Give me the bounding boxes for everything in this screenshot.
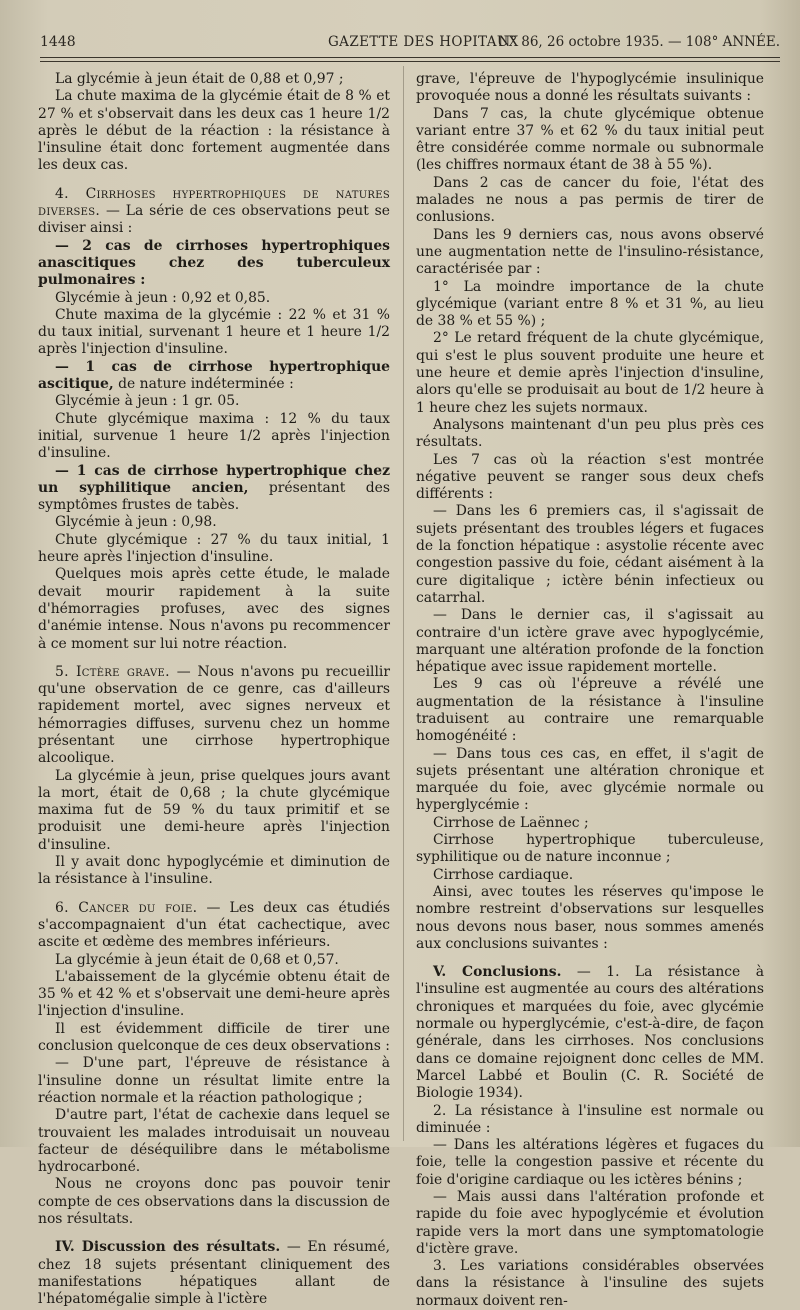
paragraph: Il y avait donc hypoglycémie et diminution de la résistance à l'insuline. [38, 854, 390, 888]
paragraph: 2° Le retard fréquent de la chute glycémique, qui s'est le plus souvent produite une heure et une heure et demie après l'injection d'insuline, alors qu'elle se produisait au bout de 1/2 heure à 1 heure chez les sujets normaux. [416, 330, 764, 416]
paragraph: Glycémie à jeun : 1 gr. 05. [55, 393, 240, 410]
paragraph: La glycémie à jeun était de 0,68 et 0,57. [55, 951, 339, 968]
section-heading: IV. Discussion des résultats. [55, 1239, 281, 1256]
paragraph: 3. Les variations considérables observées dans la résistance à l'insuline des sujets normaux doivent ren- [416, 1258, 764, 1309]
paragraph: Glycémie à jeun : 0,98. [55, 514, 217, 531]
right-column [416, 71, 764, 1310]
paragraph: — Mais aussi dans l'altération profonde et rapide du foie avec hypoglycémie et évolution rapide vers la mort dans une symptomatologie d'ictère grave. [416, 1189, 764, 1257]
paragraph: — D'une part, l'épreuve de résistance à l'insuline donne un résultat limite entre la réaction normale et la réaction pathologique ; [38, 1055, 390, 1106]
section-heading: 6. Cancer du foie. [55, 899, 198, 916]
left-column [38, 71, 390, 1308]
paragraph: Glycémie à jeun : 0,92 et 0,85. [55, 289, 271, 306]
section-iv: IV. Discussion des résultats. — En résumé, chez 18 sujets présentant cliniquement des manifestations hépatiques allant de l'hépatomégalie simple à l'ictère [38, 1239, 390, 1308]
paragraph: La glycémie à jeun était de 0,88 et 0,97 ; [55, 71, 344, 87]
case-paragraph: — 1 cas de cirrhose hypertrophique ascitique, de nature indéterminée : [38, 358, 390, 393]
case-heading: — 2 cas de cirrhoses hypertrophiques anascitiques chez des tuberculeux pulmonaires : [38, 237, 390, 289]
issue-info: N° 86, 26 octobre 1935. — 108° ANNÉE. [498, 34, 780, 50]
section-5: 5. Ictère grave. — Nous n'avons pu recueillir qu'une observation de ce genre, cas d'ailleurs rapidement mortel, avec signes nerveux et hémorragies diffuses, survenu chez un homme présentant une cirrhose hypertrophique alcoolique. [38, 663, 390, 767]
paragraph: Il est évidemment difficile de tirer une conclusion quelconque de ces deux observations : [38, 1020, 390, 1055]
paragraph: Nous ne croyons donc pas pouvoir tenir compte de ces observations dans la discussion de nos résultats. [38, 1176, 390, 1227]
page-header [40, 30, 780, 56]
journal-title: GAZETTE DES HOPITAUX [328, 34, 519, 50]
paragraph: Dans 2 cas de cancer du foie, l'état des malades ne nous a pas permis de tirer de conlusions. [416, 174, 764, 226]
paragraph: Cirrhose hypertrophique tuberculeuse, syphilitique ou de nature inconnue ; [416, 832, 764, 866]
case-paragraph: — 1 cas de cirrhose hypertrophique chez un syphilitique ancien, présentant des symptômes frustes de tabès. [38, 462, 390, 514]
header-rule [40, 57, 780, 58]
paragraph: Les 7 cas où la réaction s'est montrée négative peuvent se ranger sous deux chefs différents : [416, 451, 764, 503]
paragraph: Chute glycémique maxima : 12 % du taux initial, survenue 1 heure 1/2 après l'injection d'insuline. [38, 410, 390, 462]
paragraph: Cirrhose cardiaque. [433, 866, 574, 883]
section-4: 4. Cirrhoses hypertrophiques de natures diverses. — La série de ces observations peut se diviser ainsi : [38, 185, 390, 237]
page-number: 1448 [40, 34, 76, 50]
header-rule-thin [40, 61, 780, 62]
paragraph: Quelques mois après cette étude, le malade devait mourir rapidement à la suite d'hémorragies profuses, avec des signes d'anémie intense. Nous n'avons pu recommencer à ce moment sur lui notre réaction. [38, 566, 390, 652]
paragraph: 2. La résistance à l'insuline est normale ou diminuée : [416, 1102, 764, 1136]
paragraph: Les 9 cas où l'épreuve a révélé une augmentation de la résistance à l'insuline traduisent au contraire une remarquable homogénéité : [416, 676, 764, 745]
section-heading: 5. Ictère grave. [55, 663, 170, 680]
section-v: V. Conclusions. — 1. La résistance à l'insuline est augmentée au cours des altérations chroniques et marquées du foie, avec glycémie normale ou hyperglycémie, c'est-à-dire, de façon générale, dans les cirrhoses. Nos conclusions dans ce domaine rejoignent donc celles de MM. Marcel Labbé et Boulin (C. R. Société de Biologie 1934). [416, 964, 764, 1102]
paragraph: — Dans les 6 premiers cas, il s'agissait de sujets présentant des troubles légers et fugaces de la fonction hépatique : asystolie récente avec congestion passive du foie, cédant aisément à la cure digitalique ; ictère bénin infectieux ou catarrhal. [416, 503, 764, 606]
paragraph: La glycémie à jeun, prise quelques jours avant la mort, était de 0,68 ; la chute glycémique maxima fut de 59 % du taux primitif et se produisit une demi-heure après l'injection d'insuline. [38, 767, 390, 853]
paragraph: Ainsi, avec toutes les réserves qu'impose le nombre restreint d'observations sur lesquelles nous devons nous baser, nous sommes amenés aux conclusions suivantes : [416, 883, 764, 952]
paragraph: — Dans le dernier cas, il s'agissait au contraire d'un ictère grave avec hypoglycémie, marquant une altération profonde de la fonction hépatique avec issue rapidement mortelle. [416, 607, 764, 676]
paragraph: L'abaissement de la glycémie obtenu était de 35 % et 42 % et s'observait une demi-heure après l'injection d'insuline. [38, 968, 390, 1020]
paragraph: La chute maxima de la glycémie était de 8 % et 27 % et s'observait dans les deux cas 1 heure 1/2 après le début de la réaction : la résistance à l'insuline était donc fortement augmentée dans les deux cas. [38, 88, 390, 174]
paragraph: Dans les 9 derniers cas, nous avons observé une augmentation nette de l'insulino-résistance, caractérisée par : [416, 226, 764, 278]
paragraph: Chute glycémique : 27 % du taux initial, 1 heure après l'injection d'insuline. [38, 531, 390, 566]
section-heading: V. Conclusions. [433, 964, 562, 981]
paragraph: grave, l'épreuve de l'hypoglycémie insulinique provoquée nous a donné les résultats suivants : [416, 71, 764, 105]
paragraph: Analysons maintenant d'un peu plus près ces résultats. [416, 416, 764, 451]
column-divider [403, 66, 404, 1141]
paragraph: — Dans les altérations légères et fugaces du foie, telle la congestion passive et récente du foie d'origine cardiaque ou les ictères bénins ; [416, 1137, 764, 1188]
paragraph: D'autre part, l'état de cachexie dans lequel se trouvaient les malades introduisait un nouveau facteur de déséquilibre dans le métabolisme hydrocarboné. [38, 1107, 390, 1176]
paragraph: Chute maxima de la glycémie : 22 % et 31 % du taux initial, survenant 1 heure et 1 heure 1/2 après l'injection d'insuline. [38, 306, 390, 358]
paragraph: 1° La moindre importance de la chute glycémique (variant entre 8 % et 31 %, au lieu de 38 % et 55 %) ; [416, 278, 764, 330]
paragraph: Cirrhose de Laënnec ; [433, 814, 589, 831]
paragraph: Dans 7 cas, la chute glycémique obtenue variant entre 37 % et 62 % du taux initial peut être considérée comme normale ou subnormale (les chiffres normaux étant de 38 à 55 %). [416, 105, 764, 174]
section-heading: 4. Cirrhoses hypertrophiques de natures diverses. [38, 185, 390, 220]
case-heading: — 1 cas de cirrhose hypertrophique chez un syphilitique ancien, [38, 462, 390, 496]
case-heading: — 1 cas de cirrhose hypertrophique ascitique, [38, 358, 390, 393]
section-6: 6. Cancer du foie. — Les deux cas étudiés s'accompagnaient d'un état cachectique, avec ascite et œdème des membres inférieurs. [38, 899, 390, 951]
paragraph: — Dans tous ces cas, en effet, il s'agit de sujets présentant une altération chronique et marquée du foie, avec glycémie normale ou hyperglycémie : [416, 745, 764, 814]
